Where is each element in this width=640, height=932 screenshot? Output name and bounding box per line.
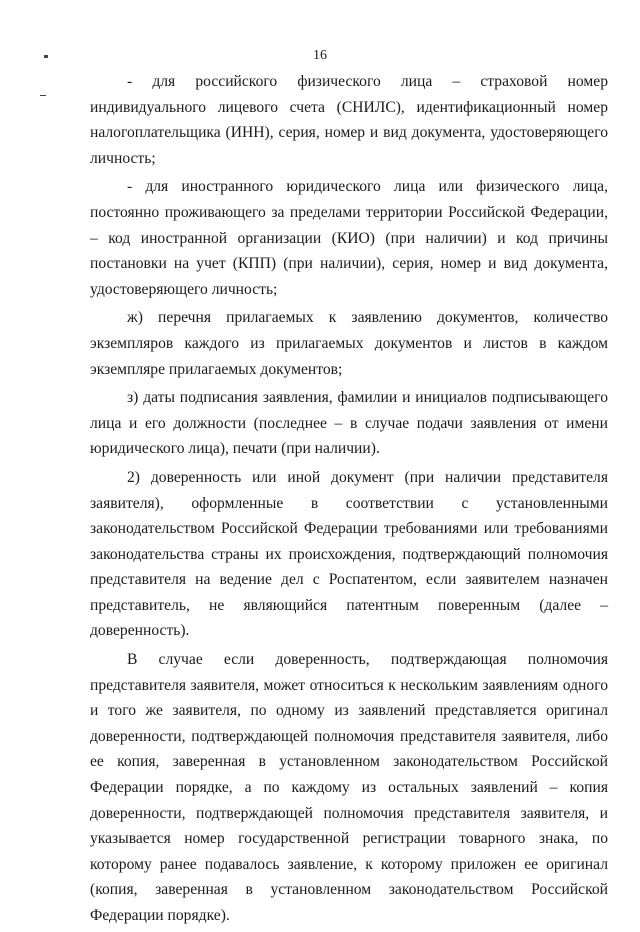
scan-speck-bottom: [40, 95, 46, 96]
page-number: 16: [313, 48, 327, 63]
paragraph-multiple-applications: В случае если доверенность, подтверждающая полномочия представителя заявителя, может относиться к нескольким заявлениям одного и того же заявителя, по одному из заявлений представляется оригинал доверенности, подтверждающей полномочия представителя заявителя, либо ее копия, заверенная в установленном законодательством Российской Федерации порядке, а по каждому из остальных заявлений – копия доверенности, подтверждающей полномочия представителя заявителя, и указывается номер государственной регистрации товарного знака, по которому ранее подавалось заявление, к которому приложен ее оригинал (копия, заверенная в установленном законодательством Российской Федерации порядке).: [90, 651, 608, 924]
document-body: [90, 69, 608, 932]
paragraph-item-z: з) даты подписания заявления, фамилии и инициалов подписывающего лица и его должности (последнее – в случае подачи заявления от имени юридического лица), печати (при наличии).: [90, 389, 608, 458]
paragraph-foreign-entity: - для иностранного юридического лица или физического лица, постоянно проживающего за пределами территории Российской Федерации, – код иностранной организации (КИО) (при наличии) и код причины постановки на учет (КПП) (при наличии), серия, номер и вид документа, удостоверяющего личность;: [90, 178, 608, 298]
paragraph-individual-russian: - для российского физического лица – страховой номер индивидуального лицевого счета (СНИЛС), идентификационный номер налогоплательщика (ИНН), серия, номер и вид документа, удостоверяющего личность;: [90, 73, 608, 167]
paragraph-item-zh: ж) перечня прилагаемых к заявлению документов, количество экземпляров каждого из прилагаемых документов и листов в каждом экземпляре прилагаемых документов;: [90, 309, 608, 378]
paragraph-item-2-power-of-attorney: 2) доверенность или иной документ (при наличии представителя заявителя), оформленные в соответствии с установленными законодательством Российской Федерации требованиями или требованиями законодательства страны их происхождения, подтверждающий полномочия представителя на ведение дел с Роспатентом, если заявителем назначен представитель, не являющийся патентным поверенным (далее – доверенность).: [90, 468, 608, 640]
